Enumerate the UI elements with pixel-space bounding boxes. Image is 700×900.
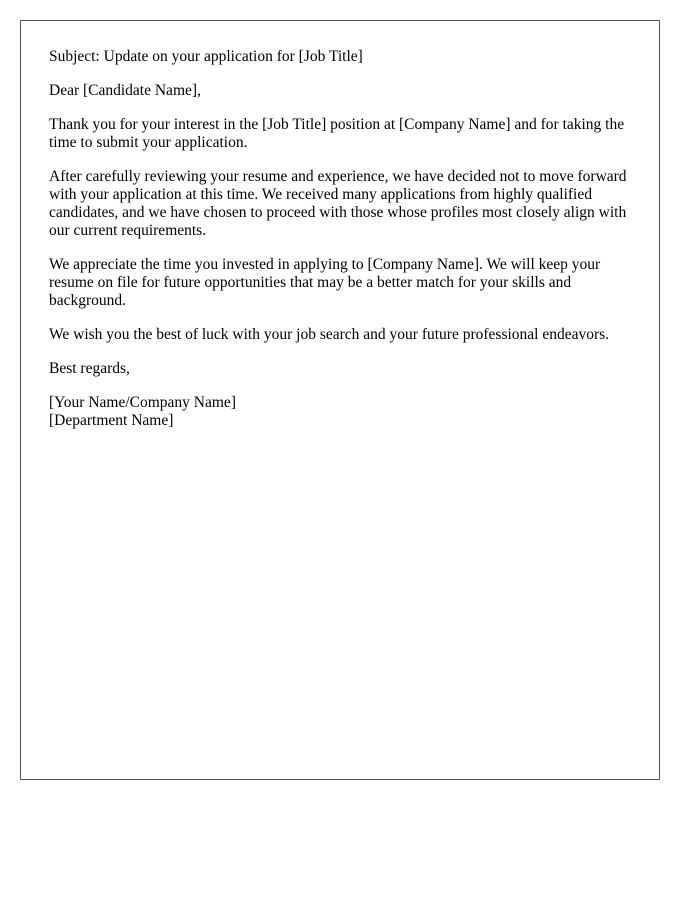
signature-block (49, 394, 631, 430)
paragraph-appreciation: We appreciate the time you invested in applying to [Company Name]. We will keep your resume on file for future opportunities that may be a better match for your skills and background. (49, 256, 601, 309)
signature-department: [Department Name] (49, 412, 174, 429)
letter-body (20, 20, 660, 780)
paragraph-well-wishes: We wish you the best of luck with your job search and your future professional endeavors. (49, 326, 610, 343)
paragraph-decision: After carefully reviewing your resume and experience, we have decided not to move forward with your application at this time. We received many applications from highly qualified candidates, and we have chosen to proceed with those whose profiles most closely align with our current requirements. (49, 168, 627, 239)
paragraph-thank-you: Thank you for your interest in the [Job Title] position at [Company Name] and for taking the time to submit your application. (49, 116, 625, 151)
signature-name: [Your Name/Company Name] (49, 394, 236, 411)
closing: Best regards, (49, 360, 130, 377)
greeting: Dear [Candidate Name], (49, 82, 201, 99)
subject-line: Subject: Update on your application for [Job Title] (49, 48, 363, 65)
